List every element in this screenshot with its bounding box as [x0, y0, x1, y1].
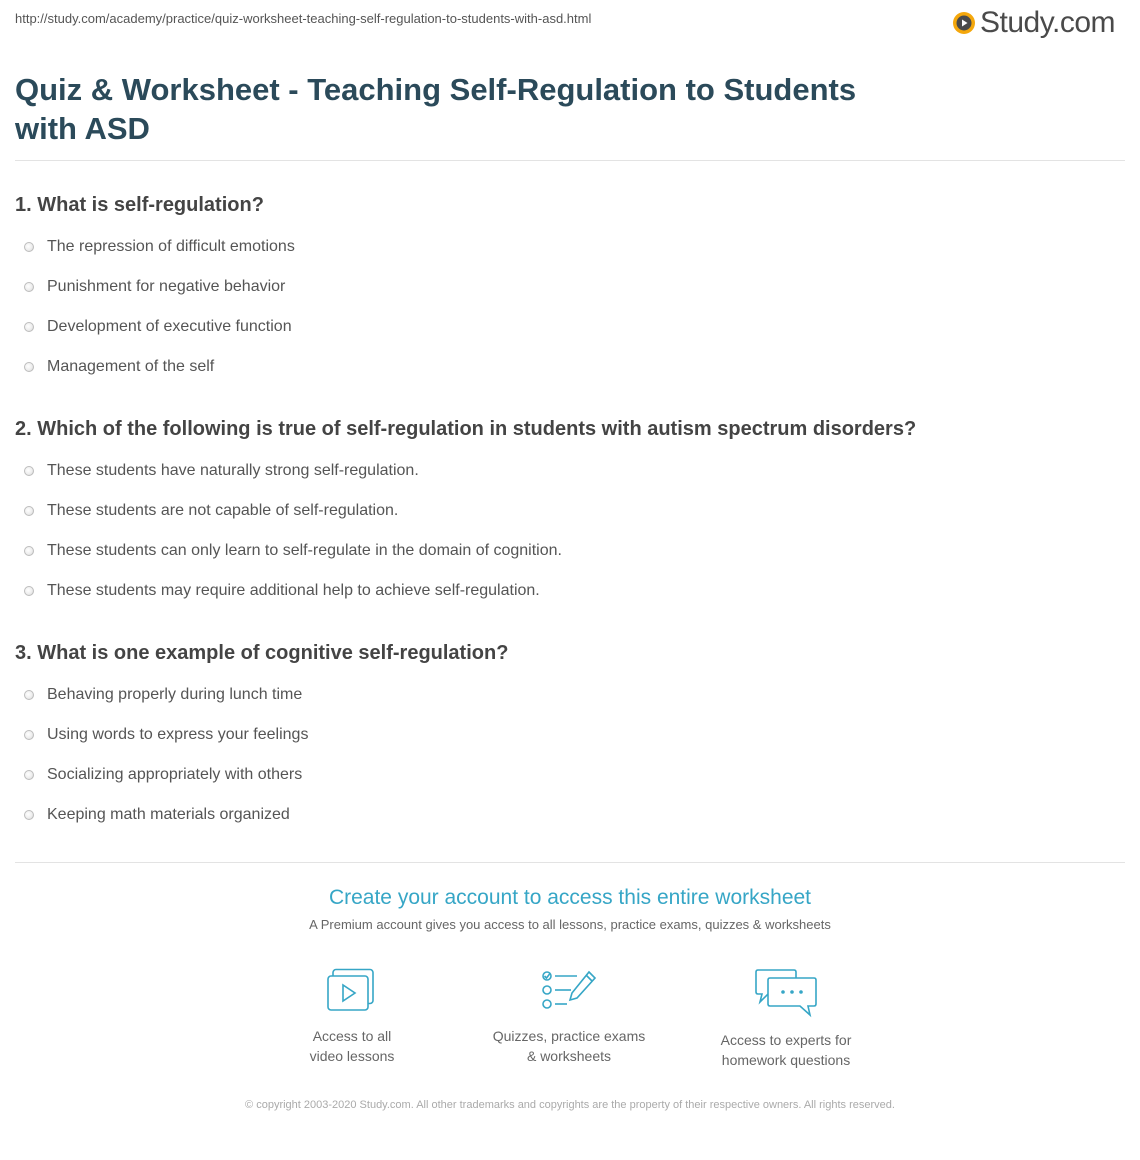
answer-option[interactable] [24, 238, 295, 256]
feature-label-line2: homework questions [721, 1052, 851, 1068]
page-title: Quiz & Worksheet - Teaching Self-Regulation to Students with ASD [15, 72, 857, 146]
study-logo[interactable] [952, 6, 1115, 40]
page-url: http://study.com/academy/practice/quiz-worksheet-teaching-self-regulation-to-students-with-asd.html [15, 11, 592, 26]
answer-option[interactable] [24, 462, 419, 480]
copyright-footer: © copyright 2003-2020 Study.com. All other trademarks and copyrights are the property of their respective owners. All rights reserved. [245, 1099, 895, 1111]
radio-button[interactable] [24, 730, 34, 740]
radio-button[interactable] [24, 586, 34, 596]
answer-label: Socializing appropriately with others [47, 766, 303, 783]
feature-experts [686, 968, 886, 1070]
answer-option[interactable] [24, 318, 292, 336]
answer-option[interactable] [24, 582, 540, 600]
radio-button[interactable] [24, 282, 34, 292]
question-3: 3. What is one example of cognitive self-regulation? [15, 642, 509, 664]
premium-description: A Premium account gives you access to all lessons, practice exams, quizzes & worksheets [309, 917, 831, 932]
answer-label: Management of the self [47, 358, 215, 375]
answer-option[interactable] [24, 278, 285, 296]
radio-button[interactable] [24, 466, 34, 476]
radio-button[interactable] [24, 362, 34, 372]
feature-label-line1: Access to experts for [720, 1032, 852, 1048]
feature-label-line1: Quizzes, practice exams [492, 1028, 646, 1044]
answer-label: Keeping math materials organized [47, 806, 290, 823]
answer-option[interactable] [24, 726, 308, 744]
answer-label: Punishment for negative behavior [47, 278, 286, 295]
radio-button[interactable] [24, 242, 34, 252]
chat-bubbles-icon [754, 968, 818, 1018]
answer-option[interactable] [24, 358, 214, 376]
question-2: 2. Which of the following is true of self-regulation in students with autism spectrum disorders? [15, 418, 917, 440]
feature-video-lessons [252, 968, 452, 1066]
logo-text: Study.com [980, 6, 1115, 39]
feature-label-line2: video lessons [309, 1048, 395, 1064]
answer-option[interactable] [24, 686, 302, 704]
feature-label-line1: Access to all [312, 1028, 392, 1044]
question-1: 1. What is self-regulation? [15, 194, 264, 216]
radio-button[interactable] [24, 770, 34, 780]
feature-quizzes [469, 968, 669, 1066]
radio-button[interactable] [24, 810, 34, 820]
radio-button[interactable] [24, 546, 34, 556]
answer-label: The repression of difficult emotions [47, 238, 295, 255]
radio-button[interactable] [24, 506, 34, 516]
radio-button[interactable] [24, 690, 34, 700]
create-account-link[interactable]: Create your account to access this entire worksheet [328, 886, 812, 909]
answer-label: Development of executive function [47, 318, 292, 335]
answer-option[interactable] [24, 542, 562, 560]
divider [15, 160, 1125, 161]
quiz-checklist-icon [541, 968, 597, 1014]
answer-option[interactable] [24, 806, 290, 824]
radio-button[interactable] [24, 322, 34, 332]
answer-label: These students may require additional help to achieve self-regulation. [47, 582, 540, 599]
video-lessons-icon [326, 968, 378, 1014]
answer-option[interactable] [24, 502, 398, 520]
answer-label: These students are not capable of self-regulation. [47, 502, 399, 519]
answer-label: Behaving properly during lunch time [47, 686, 303, 703]
answer-option[interactable] [24, 766, 302, 784]
answer-label: These students can only learn to self-regulate in the domain of cognition. [47, 542, 562, 559]
answer-label: These students have naturally strong self-regulation. [47, 462, 419, 479]
divider [15, 862, 1125, 863]
answer-label: Using words to express your feelings [47, 726, 309, 743]
feature-label-line2: & worksheets [526, 1048, 612, 1064]
play-circle-icon [952, 11, 976, 35]
